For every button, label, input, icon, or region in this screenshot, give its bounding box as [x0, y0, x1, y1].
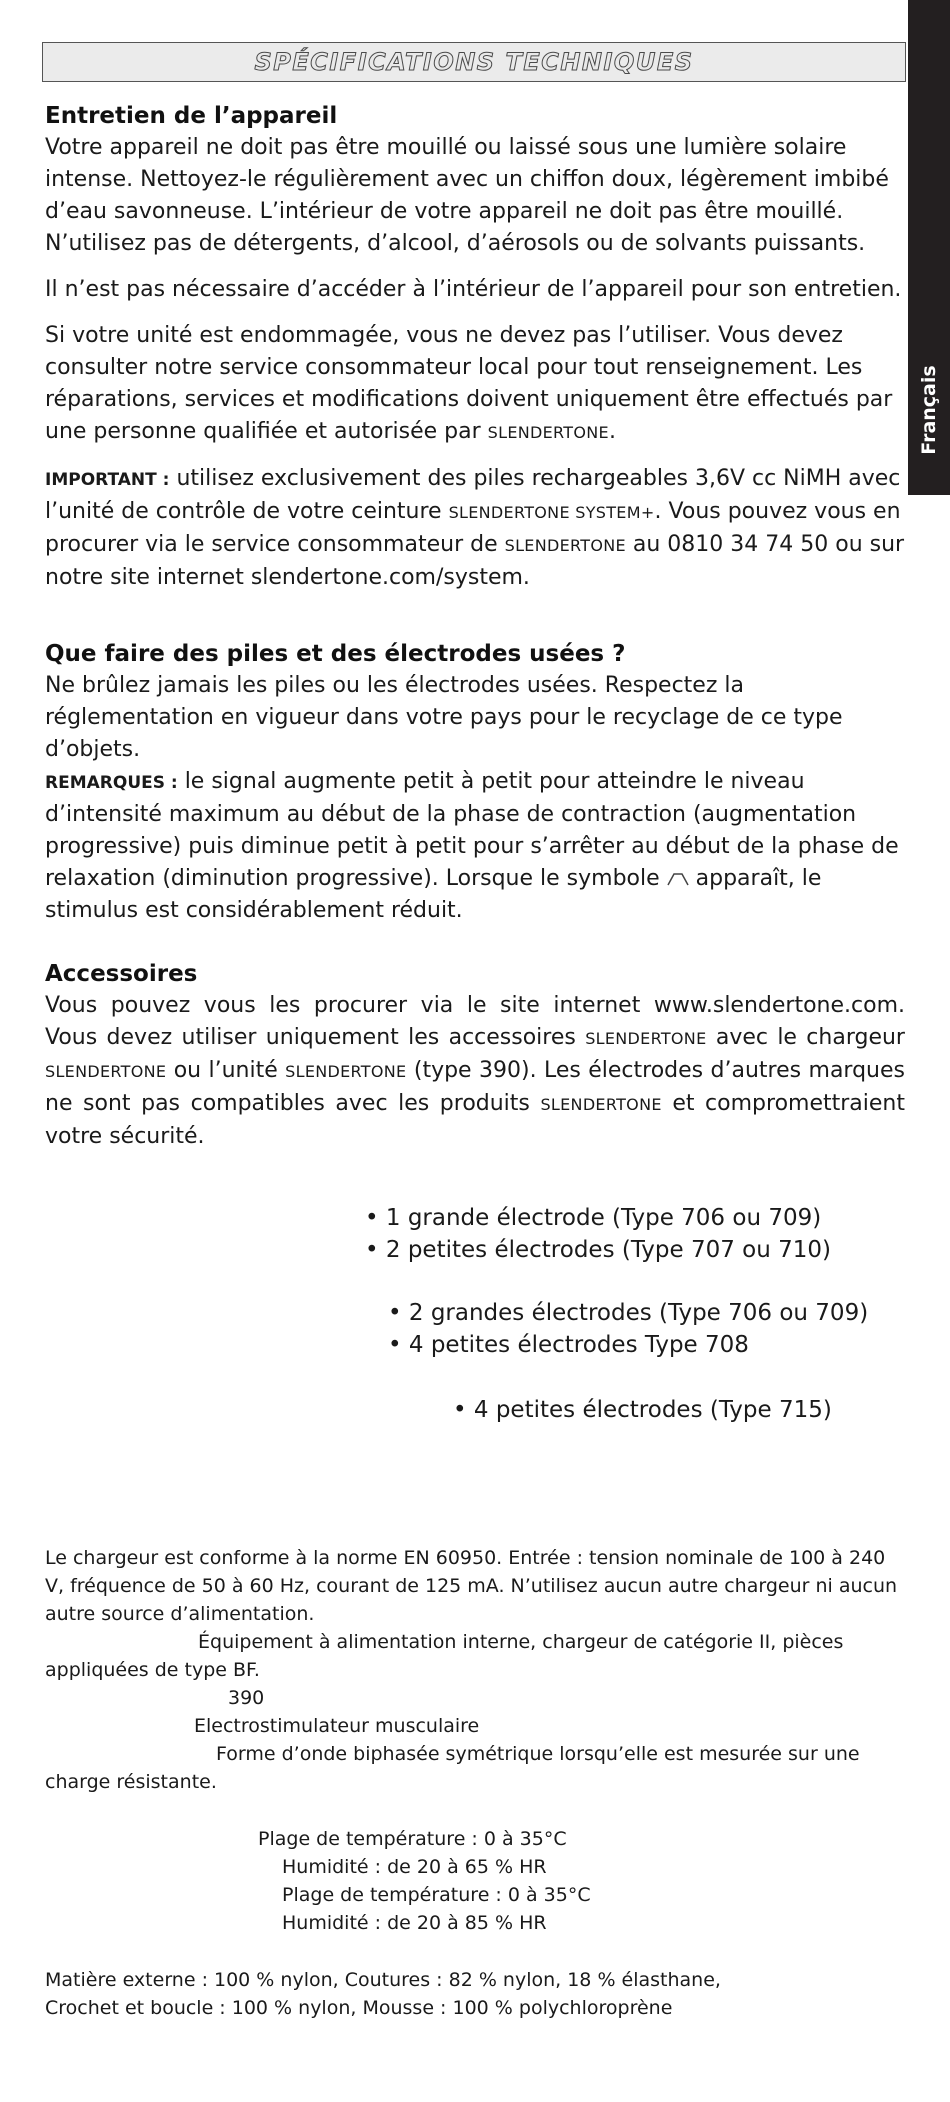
- electrode-item: • 4 petites électrodes Type 708: [388, 1332, 749, 1358]
- maintenance-paragraph-2: Il n’est pas nécessaire d’accéder à l’intérieur de l’appareil pour son entretien.: [45, 277, 902, 302]
- accessories-text-1: Vous pouvez vous les procurer via le site internet www.slendertone.com. Vous devez utiliser uniquement les accessoires: [45, 993, 905, 1050]
- maintenance-heading: Entretien de l’appareil: [45, 103, 338, 129]
- electrode-item: • 2 petites électrodes (Type 707 ou 710): [365, 1237, 832, 1263]
- remarks-section: [45, 766, 905, 941]
- accessories-heading: Accessoires: [45, 961, 198, 987]
- remarks-label: REMARQUES :: [45, 773, 178, 793]
- accessories-section: [45, 958, 905, 1167]
- electrode-item: • 2 grandes électrodes (Type 706 ou 709): [388, 1300, 869, 1326]
- equipment-spec: Équipement à alimentation interne, chargeur de catégorie II, pièces: [198, 1631, 844, 1653]
- brand-name: SLENDERTONE: [585, 1029, 707, 1048]
- ramp-symbol-icon: [667, 871, 689, 887]
- accessories-text: [45, 990, 905, 1153]
- disposal-section: [45, 638, 905, 780]
- waveform-spec-cont: charge résistante.: [45, 1771, 217, 1793]
- important-text-1: utilisez exclusivement des piles rechargeables 3,6V cc NiMH avec l’unité de contrôle de votre ceinture: [45, 466, 901, 524]
- maintenance-paragraph-3: [45, 320, 905, 449]
- brand-name: SLENDERTONE: [504, 536, 626, 555]
- important-text-3: au 0810 34 74 50 ou sur notre site internet slendertone.com/system.: [45, 532, 905, 590]
- device-description: Electrostimulateur musculaire: [194, 1715, 480, 1737]
- disposal-text: Ne brûlez jamais les piles ou les électrodes usées. Respectez la réglementation en vigueur dans votre pays pour le recyclage de ce type d’objets.: [45, 673, 843, 762]
- accessories-text-2: avec le chargeur: [706, 1025, 905, 1050]
- brand-name: SLENDERTONE: [45, 1062, 167, 1081]
- important-paragraph: [45, 463, 905, 594]
- remarks-text-1: le signal augmente petit à petit pour atteindre le niveau d’intensité maximum au début de la phase de contraction (augmentation progressive) puis diminue petit à petit pour s’arrêter au début de la phase de relaxation (diminution progressive). Lorsque le symbole: [45, 769, 899, 891]
- accessories-text-5: et compromettraient votre sécurité.: [45, 1091, 905, 1149]
- remarks-text-2: apparaît, le stimulus est considérablement réduit.: [45, 866, 822, 923]
- important-label: IMPORTANT :: [45, 470, 170, 490]
- materials-spec: Matière externe : 100 % nylon, Coutures : 82 % nylon, 18 % élasthane,: [45, 1969, 721, 1991]
- electrode-item: • 4 petites électrodes (Type 715): [453, 1397, 832, 1423]
- storage-humidity: Humidité : de 20 à 85 % HR: [282, 1912, 547, 1934]
- page-title: SPÉCIFICATIONS TECHNIQUES: [254, 48, 694, 76]
- disposal-heading: Que faire des piles et des électrodes usées ?: [45, 641, 626, 667]
- storage-temperature: Plage de température : 0 à 35°C: [282, 1884, 591, 1906]
- maintenance-p3-end: .: [608, 419, 616, 444]
- device-type: 390: [228, 1687, 265, 1709]
- section-banner: [42, 42, 906, 82]
- accessories-text-3: ou l’unité: [166, 1058, 286, 1083]
- language-tab-label: Français: [918, 365, 940, 455]
- important-text-2: . Vous pouvez vous en procurer via le service consommateur de: [45, 499, 901, 557]
- charger-spec: Le chargeur est conforme à la norme EN 60950. Entrée : tension nominale de 100 à 240 V, fréquence de 50 à 60 Hz, courant de 125 mA. N’utilisez aucun autre chargeur ni aucun autre source d’alimentation.: [45, 1547, 898, 1625]
- maintenance-p3-text: Si votre unité est endommagée, vous ne devez pas l’utiliser. Vous devez consulter notre service consommateur local pour tout renseignement. Les réparations, services et modifications doivent uniquement être effectués par une personne qualifiée et autorisée par: [45, 323, 893, 444]
- materials-spec-cont: Crochet et boucle : 100 % nylon, Mousse : 100 % polychloroprène: [45, 1997, 673, 2019]
- operating-humidity: Humidité : de 20 à 65 % HR: [282, 1856, 547, 1878]
- brand-name: SLENDERTONE: [540, 1095, 662, 1114]
- waveform-spec: Forme d’onde biphasée symétrique lorsqu’elle est mesurée sur une: [216, 1743, 860, 1765]
- maintenance-section: [45, 100, 905, 608]
- brand-name: SLENDERTONE: [487, 423, 609, 442]
- remarks-paragraph: [45, 766, 905, 927]
- equipment-spec-cont: appliquées de type BF.: [45, 1659, 260, 1681]
- brand-name: SLENDERTONE: [285, 1062, 407, 1081]
- language-tab: [908, 0, 950, 495]
- accessories-text-4: (type 390). Les électrodes d’autres marques ne sont pas compatibles avec les produits: [45, 1058, 905, 1116]
- brand-name: SLENDERTONE SYSTEM+: [448, 503, 655, 522]
- maintenance-paragraph-1: Votre appareil ne doit pas être mouillé ou laissé sous une lumière solaire intense. Nettoyez-le régulièrement avec un chiffon doux, légèrement imbibé d’eau savonneuse. L’intérieur de votre appareil ne doit pas être mouillé. N’utilisez pas de détergents, d’alcool, d’aérosols ou de solvants puissants.: [45, 135, 889, 256]
- operating-temperature: Plage de température : 0 à 35°C: [258, 1828, 567, 1850]
- electrode-item: • 1 grande électrode (Type 706 ou 709): [365, 1205, 822, 1231]
